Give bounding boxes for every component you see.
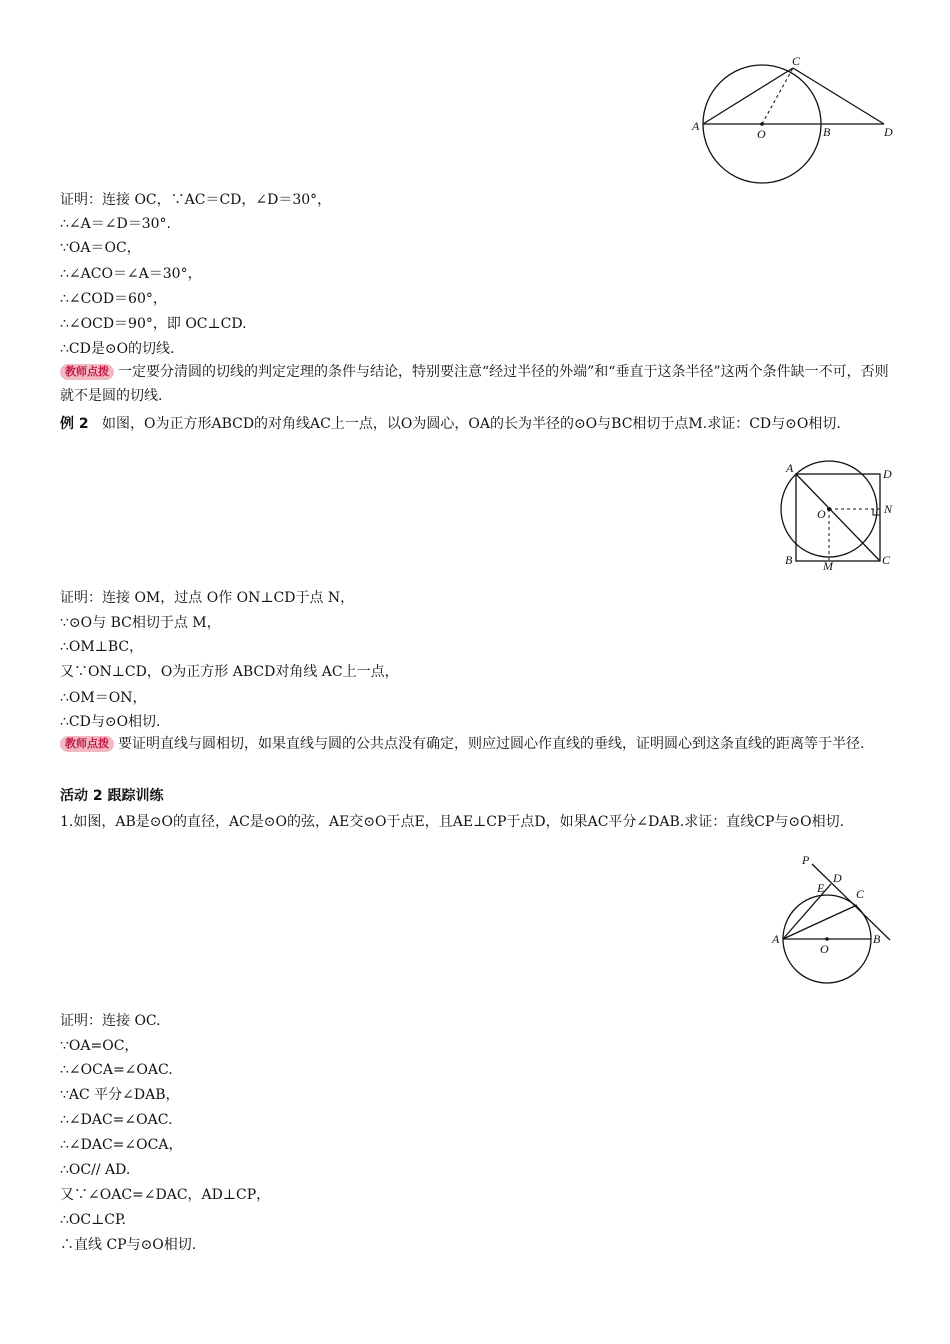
proof1-line-3: ∵OA＝OC，: [60, 240, 141, 256]
proof3-line-3: ∴∠OCA=∠OAC.: [60, 1062, 173, 1078]
figure-square-circle: [0, 460, 950, 580]
proof3-line-8: 又∵∠OAC=∠DAC，AD⊥CP，: [60, 1187, 271, 1203]
label-b: B: [873, 932, 881, 946]
proof1-line-2: ∴∠A＝∠D＝30°.: [60, 216, 171, 232]
label-c: C: [856, 887, 865, 901]
label-n: N: [884, 502, 893, 516]
teacher-tip-1: [60, 360, 895, 408]
segment-cd: [793, 68, 884, 124]
label-o: O: [820, 942, 829, 956]
example-2: [60, 412, 895, 436]
proof2-line-5: ∴OM＝ON，: [60, 690, 147, 706]
proof3-line-7: ∴OC// AD.: [60, 1162, 131, 1178]
proof2-line-1: 证明：连接 OM，过点 O作 ON⊥CD于点 N，: [60, 590, 355, 606]
label-c: C: [792, 54, 801, 68]
diagonal-ac: [796, 474, 880, 561]
proof1-line-6: ∴∠OCD＝90°，即 OC⊥CD.: [60, 316, 247, 332]
proof2-line-6: ∴CD与⊙O相切.: [60, 714, 161, 730]
label-d: D: [884, 125, 893, 139]
center-dot: [760, 122, 764, 126]
proof1-line-1: 证明：连接 OC，∵AC＝CD，∠D＝30°，: [60, 192, 332, 208]
teacher-tip-badge: 教师点拨: [60, 736, 114, 752]
label-m: M: [823, 559, 833, 573]
label-o: O: [817, 507, 826, 521]
activity-2-title: 活动 2 跟踪训练: [60, 788, 164, 804]
example-2-label: 例 2: [60, 416, 89, 432]
proof1-line-7: ∴CD是⊙O的切线.: [60, 341, 175, 357]
line-cp: [812, 864, 890, 940]
proof1-line-4: ∴∠ACO＝∠A＝30°，: [60, 266, 202, 282]
label-o: O: [757, 127, 766, 141]
proof3-line-6: ∴∠DAC=∠OCA，: [60, 1137, 183, 1153]
figure-tangent-circle-1: [0, 0, 950, 200]
proof3-line-5: ∴∠DAC=∠OAC.: [60, 1112, 173, 1128]
proof3-line-2: ∵OA=OC，: [60, 1038, 139, 1054]
question-1: 1.如图，AB是⊙O的直径，AC是⊙O的弦，AE交⊙O于点E，且AE⊥CP于点D，如果AC平分∠DAB.求证：直线CP与⊙O相切.: [60, 814, 845, 830]
center-dot: [827, 507, 831, 511]
proof3-line-1: 证明：连接 OC.: [60, 1013, 161, 1029]
center-dot: [825, 937, 829, 941]
label-a: A: [772, 932, 780, 946]
label-b: B: [785, 553, 793, 567]
teacher-tip-2: [60, 732, 895, 756]
label-e: E: [817, 881, 825, 895]
proof3-line-9: ∴OC⊥CP.: [60, 1212, 127, 1228]
label-d: D: [883, 467, 892, 481]
segment-ac: [703, 68, 793, 124]
proof2-line-4: 又∵ON⊥CD，O为正方形 ABCD对角线 AC上一点，: [60, 664, 399, 680]
teacher-tip-2-text: 要证明直线与圆相切，如果直线与圆的公共点没有确定，则应过圆心作直线的垂线，证明圆心到这条直线的距离等于半径.: [118, 736, 865, 752]
proof3-line-4: ∵AC 平分∠DAB，: [60, 1087, 180, 1103]
example-2-text: 如图，O为正方形ABCD的对角线AC上一点，以O为圆心，OA的长为半径的⊙O与BC相切于点M.求证：CD与⊙O相切.: [101, 416, 841, 432]
label-p: P: [802, 853, 810, 867]
label-a: A: [786, 461, 794, 475]
proof1-line-5: ∴∠COD＝60°，: [60, 291, 167, 307]
label-b: B: [823, 125, 831, 139]
proof2-line-2: ∵⊙O与 BC相切于点 M，: [60, 615, 221, 631]
proof2-line-3: ∴OM⊥BC，: [60, 639, 144, 655]
figure-tangent-line: [0, 850, 950, 990]
segment-oc-dashed: [762, 68, 793, 124]
label-c: C: [882, 553, 891, 567]
teacher-tip-1-text: 一定要分清圆的切线的判定定理的条件与结论，特别要注意“经过半径的外端”和“垂直于这条半径”这两个条件缺一不可，否则就不是圆的切线.: [60, 364, 889, 404]
teacher-tip-badge: 教师点拨: [60, 364, 114, 380]
proof3-line-10: ∴直线 CP与⊙O相切.: [60, 1237, 197, 1253]
label-a: A: [692, 119, 700, 133]
label-d: D: [833, 871, 842, 885]
